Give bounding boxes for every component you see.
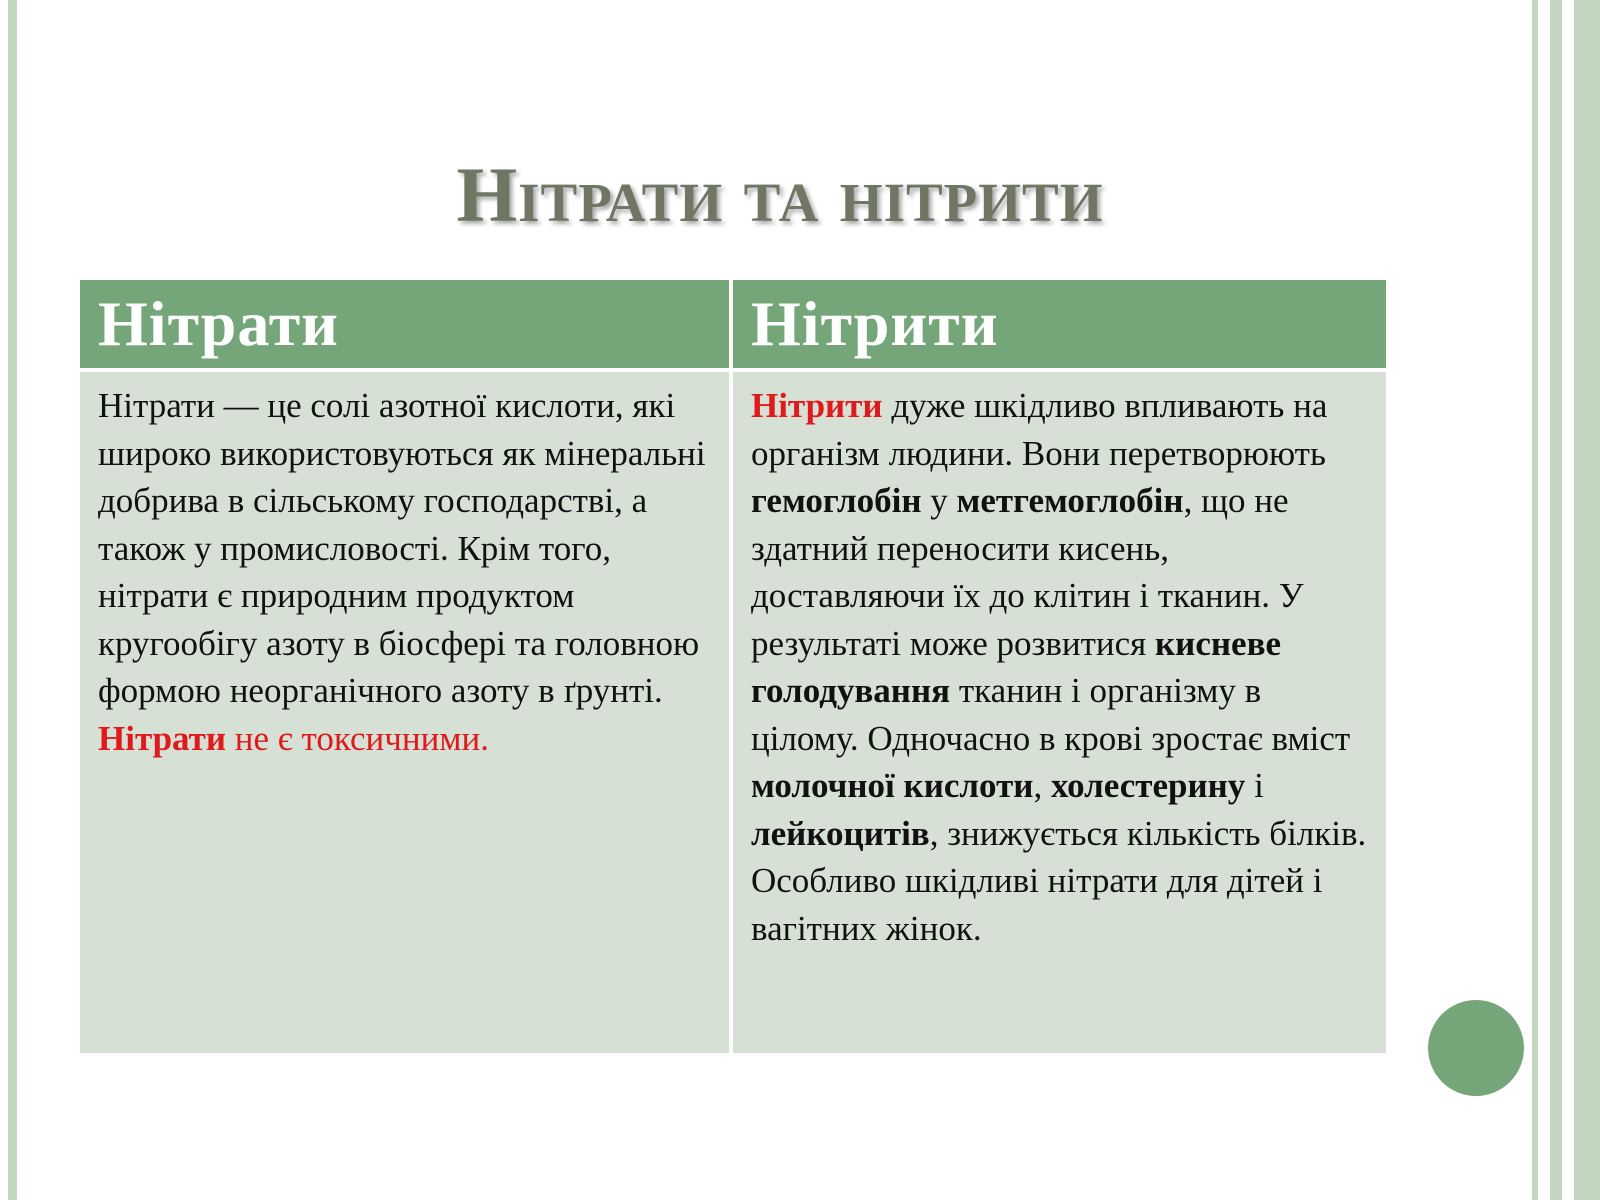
cell-nitrates: [80, 370, 731, 1053]
term-leukocytes: лейкоцитів: [751, 813, 930, 853]
frame-line-right-3: [1574, 0, 1600, 1200]
term-methemoglobin: метгемоглобін: [956, 481, 1184, 520]
comparison-table: [80, 280, 1386, 1053]
header-nitrites: Нітрити: [731, 280, 1386, 370]
cell-nitrites: [731, 370, 1386, 1053]
term-lactic-acid: молочної кислоти: [751, 766, 1034, 805]
table-body-row: [80, 370, 1386, 1053]
nitrates-description: Нітрати — це солі азотної кислоти, які широко використовуються як мінеральні добрива в сільському господарстві, а також у промисловості. Крім того, нітрати є природним продуктом кругообігу азоту в біосфері та головною формою неорганічного азоту в ґрунті.: [98, 386, 706, 710]
term-hemoglobin: гемоглобін: [751, 481, 922, 520]
nitrites-text-5: ,: [1033, 766, 1051, 805]
nitrites-text-6: і: [1245, 766, 1264, 805]
header-nitrates: Нітрати: [80, 280, 731, 370]
nitrites-text-3: , що не здатний переносити кисень, доставляючи їх до клітин і тканин. У результаті може розвитися: [751, 481, 1304, 663]
nitrites-text-2: у: [921, 481, 957, 520]
nitrates-note-bold: Нітрати: [98, 718, 226, 758]
nitrites-text-7: , знижується кількість білків. Особливо шкідливі нітрати для дітей і вагітних жінок.: [751, 813, 1367, 948]
table-header-row: [80, 280, 1386, 370]
slide-title: Нітрати та нітрити: [456, 151, 1104, 238]
decorative-circle: [1428, 1000, 1524, 1096]
term-oxygen-starvation: кисневе голодування: [751, 623, 1282, 710]
nitrites-term: Нітрити: [751, 386, 883, 425]
nitrites-text-1: дуже шкідливо впливають на організм людини. Вони перетворюють: [751, 386, 1328, 473]
term-cholesterol: холестерину: [1050, 766, 1246, 805]
nitrates-note-text: не є токсичними.: [226, 718, 489, 758]
nitrites-text-4: тканин і організму в цілому. Одночасно в крові зростає вміст: [751, 671, 1351, 758]
